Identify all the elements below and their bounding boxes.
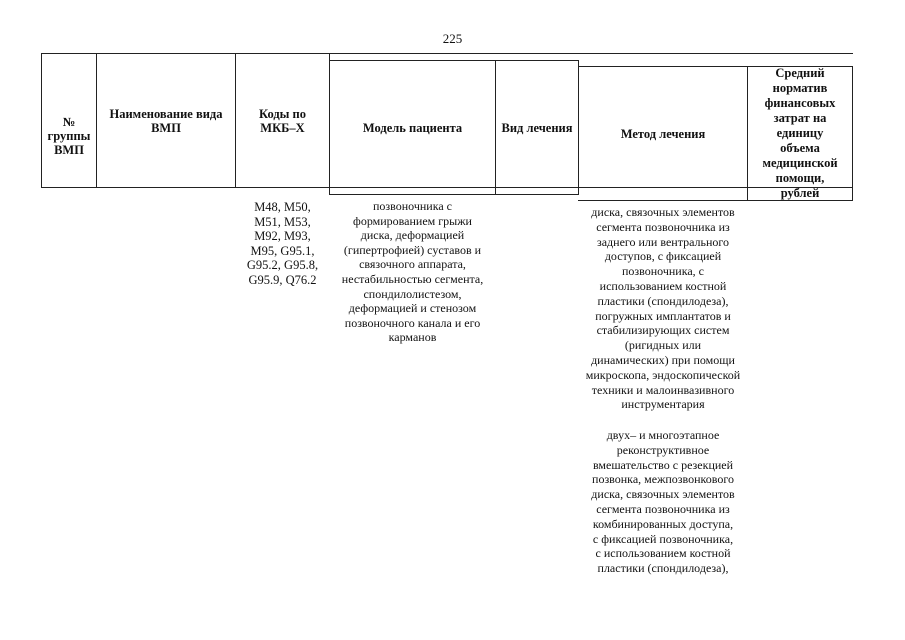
column-divider [852, 66, 853, 201]
header-vmp-name: Наименование вида ВМП [109, 106, 223, 135]
page-number: 225 [442, 31, 463, 46]
cell-patient-model: позвоночника с формированием грыжи диска, деформацией (гипертрофией) суставов и связочного аппарата, нестабильностью сегмента, спондилолистезом, деформацией и стенозом позвоночного канала и его карманов [341, 199, 484, 345]
header-icd-codes: Коды по МКБ–Х [259, 106, 306, 135]
cell-treatment-method-1: диска, связочных элементов сегмента позвоночника из заднего или вентрального доступов, с фиксацией позвоночника, с использованием костной пластики (спондилодеза), погружных имплантатов и стабилизирующих систем (ригидных или динамических) при помощи микроскопа, эндоскопической техники и малоинвазивного инструментария [585, 205, 741, 412]
header-bottom-border-segment [329, 194, 579, 195]
header-treatment-method: Метод лечения [620, 126, 706, 141]
header-patient-model: Модель пациента [362, 120, 463, 135]
cell-icd-codes: M48, M50, M51, M53, M92, M93, M95, G95.1, G95.2, G95.8, G95.9, Q76.2 [246, 200, 319, 287]
header-group-number: № группы ВМП [47, 114, 91, 157]
header-treatment-type: Вид лечения [501, 120, 573, 135]
cell-treatment-method-2: двух– и многоэтапное реконструктивное вмешательство с резекцией позвонка, межпозвонкового диска, связочных элементов сегмента позвоночника из комбинированных доступа, с фиксацией позвоночника, с использованием костной пластики (спондилодеза), [591, 428, 735, 576]
header-avg-cost: Средний норматив финансовых затрат на единицу объема медицинской помощи, рублей [762, 66, 838, 200]
